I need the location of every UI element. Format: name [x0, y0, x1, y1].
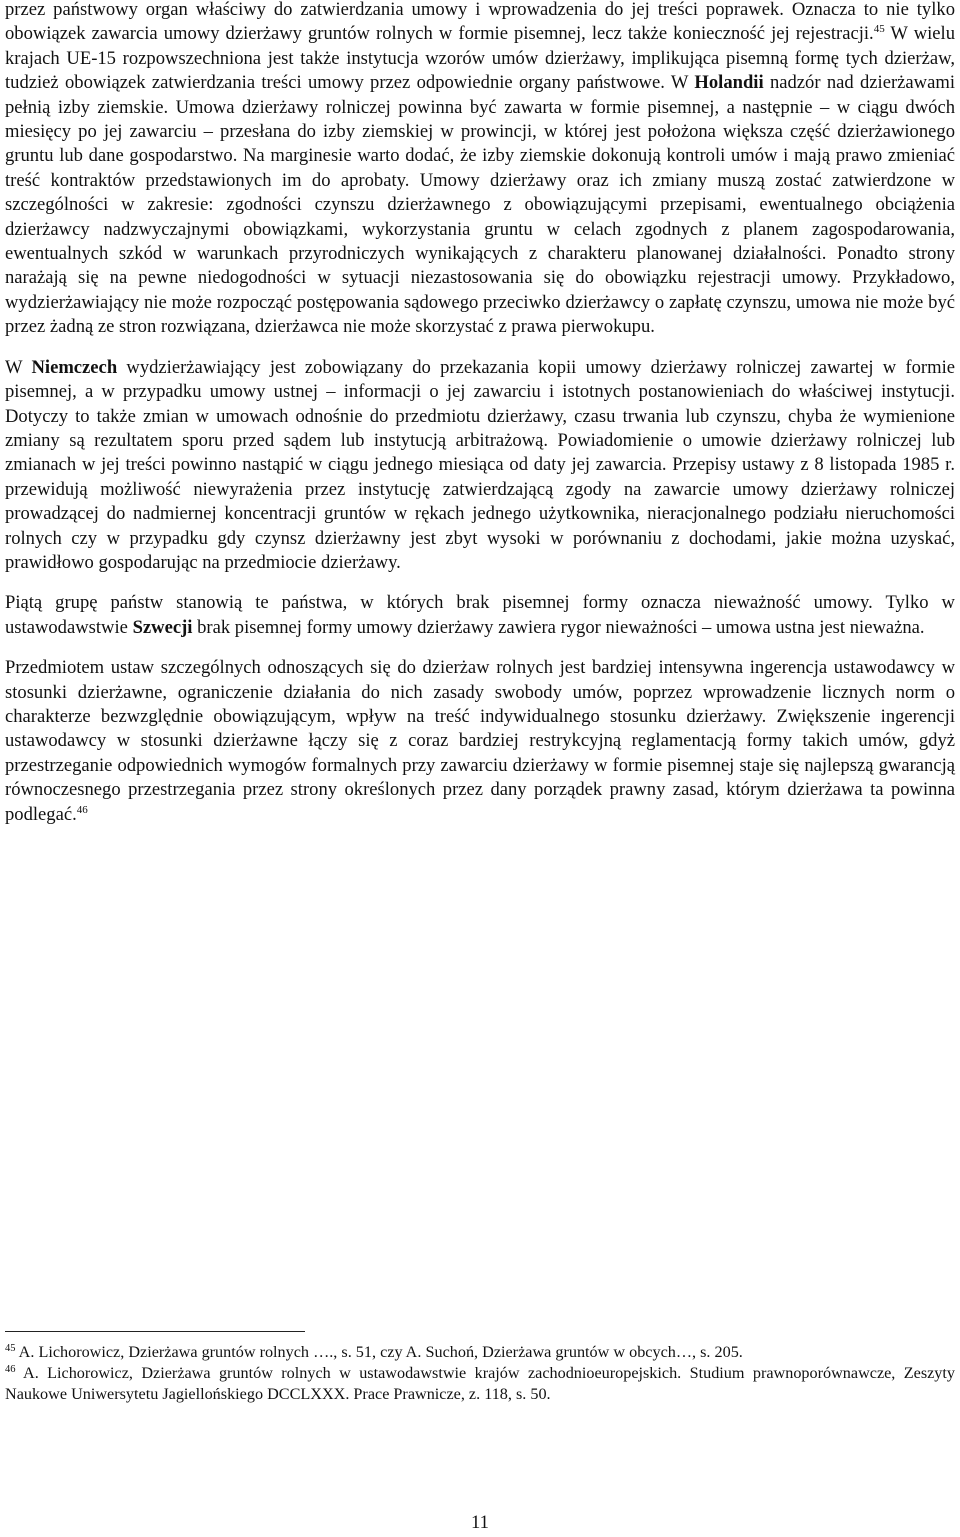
paragraph-text: nadzór nad dzierżawami pełnią izby ziemskie. Umowa dzierżawy rolniczej powinna być zawarta w formie pisemnej, a następnie – w ciągu dwóch miesięcy po jej zawarciu – przesłana do izby ziemskiej w prowincji, w której jest położona większa część dzierżawionego gruntu lub dane gospodarstwo. Na marginesie warto dodać, że izby ziemskie dokonują kontroli umów i mają prawo zmieniać treść kontraktów przedstawionych im do aprobaty. Umowy dzierżawy oraz ich zmiany muszą zostać zatwierdzone w szczególności w zakresie: zgodności czynszu dzierżawnego z obowiązującymi przepisami, ewentualnego obciążenia dzierżawcy nadzwyczajnymi obowiązkami, wykorzystania gruntu w celach zgodnych z planem zagospodarowania, ewentualnych szkód w warunkach przyrodniczych wynikających z charakteru planowanej działalności. Ponadto strony narażają się na pewne niedogodności w sytuacji niezastosowania się do obowiązku rejestracji umowy. Przykładowo, wydzierżawiający nie może rozpocząć postępowania sądowego przeciwko dzierżawcy o zapłatę czynszu, umowa nie może być przez żadną ze stron rozwiązana, dzierżawca nie może skorzystać z prawa pierwokupu.: [5, 72, 955, 338]
country-name: Niemczech: [31, 356, 118, 378]
footnote-reference: 46: [76, 803, 88, 816]
footnote-number: 45: [5, 1343, 16, 1354]
paragraph-netherlands: [5, 0, 955, 340]
footnote-number: 46: [5, 1364, 16, 1375]
footnote: [5, 1363, 955, 1405]
paragraph-text: Piątą grupę państw stanowią te państwa, w których brak pisemnej formy oznacza nieważność umowy. Tylko w ustawodawstwie: [5, 592, 955, 638]
footnote-separator: [5, 1331, 305, 1332]
footnote-text: A. Lichorowicz, Dzierżawa gruntów rolnych …., s. 51, czy A. Suchoń, Dzierżawa gruntów w obcych…, s. 205.: [18, 1343, 743, 1361]
page-number: 11: [471, 1512, 489, 1533]
paragraph-sweden: [5, 591, 955, 640]
paragraph-special-statutes: [5, 656, 955, 827]
paragraph-text: wydzierżawiający jest zobowiązany do przekazania kopii umowy dzierżawy rolniczej zawartej w formie pisemnej, a w przypadku umowy ustnej – informacji o jej zawarciu i istotnych postanowieniach do właściwej instytucji. Dotyczy to także zmian w umowach odnośnie do przedmiotu dzierżawy, czasu trwania lub czynszu, chyba że wymienione zmiany są rezultatem sporu przed sądem lub instytucją arbitrażową. Powiadomienie o umowie dzierżawy rolniczej lub zmianach w jej treści powinno nastąpić w ciągu jednego miesiąca od daty jej zawarcia. Przepisy ustawy z 8 listopada 1985 r. przewidują możliwość niewyrażenia przez instytucję zatwierdzającą zgody na zawarcie umowy dzierżawy rolniczej prowadzącej do nadmiernej koncentracji gruntów w rękach jednego użytkownika, nieracjonalnego podziału nieruchomości rolnych czy w przypadku gdy czynsz dzierżawny jest zbyt wysoki w porównaniu z dochodami, jakie można uzyskać, prawidłowo gospodarując na przedmiocie dzierżawy.: [5, 356, 955, 573]
footnote-text: A. Lichorowicz, Dzierżawa gruntów rolnych w ustawodawstwie krajów zachodnioeuropejskich. Studium prawnoporównawcze, Zeszyty Naukowe Uniwersytetu Jagiellońskiego DCCLXXX. Prace Prawnicze, z. 118, s. 50.: [5, 1364, 955, 1403]
paragraph-text: przez państwowy organ właściwy do zatwierdzania umowy i wprowadzenia do jej treści poprawek. Oznacza to nie tylko obowiązek zawarcia umowy dzierżawy gruntów rolnych w formie pisemnej, lecz także konieczność jej rejestracji.: [5, 0, 955, 45]
paragraph-text: W: [5, 356, 32, 378]
paragraph-text: Przedmiotem ustaw szczególnych odnoszących się do dzierżaw rolnych jest bardziej intensywna ingerencja ustawodawcy w stosunki dzierżawne, ograniczenie działania do nich zasady swobody umów, poprzez wprowadzenie licznych norm o charakterze bezwzględnie obowiązującym, wpływ na treść indywidualnego stosunku dzierżawy. Zwiększenie ingerencji ustawodawcy w stosunki dzierżawne łączy się z coraz bardziej restrykcyjną reglamentacją formy takich umów, gdyż przestrzeganie odpowiednich wymogów formalnych przy zawarciu dzierżawy w formie pisemnej staje się najlepszą gwarancją równoczesnego przestrzegania przez strony określonych przez dany porządek prawny zasad, którym dzierżawa ta powinna podlegać.: [5, 657, 955, 825]
footnote-reference: 45: [873, 23, 885, 36]
footnotes: [5, 1331, 955, 1405]
paragraph-text: W wielu krajach UE-15 rozpowszechniona jest także instytucja wzorów umów dzierżawy, implikująca pisemną formę tych dzierżaw, tudzież obowiązek zatwierdzania treści umowy przez odpowiednie organy państwowe. W: [5, 23, 955, 94]
country-name: Holandii: [694, 72, 764, 94]
country-name: Szwecji: [132, 616, 193, 638]
footnote: [5, 1342, 955, 1363]
paragraph-germany: [5, 356, 955, 576]
paragraph-text: brak pisemnej formy umowy dzierżawy zawiera rygor nieważności – umowa ustna jest nieważna.: [192, 616, 925, 638]
page-body: [5, 0, 955, 827]
